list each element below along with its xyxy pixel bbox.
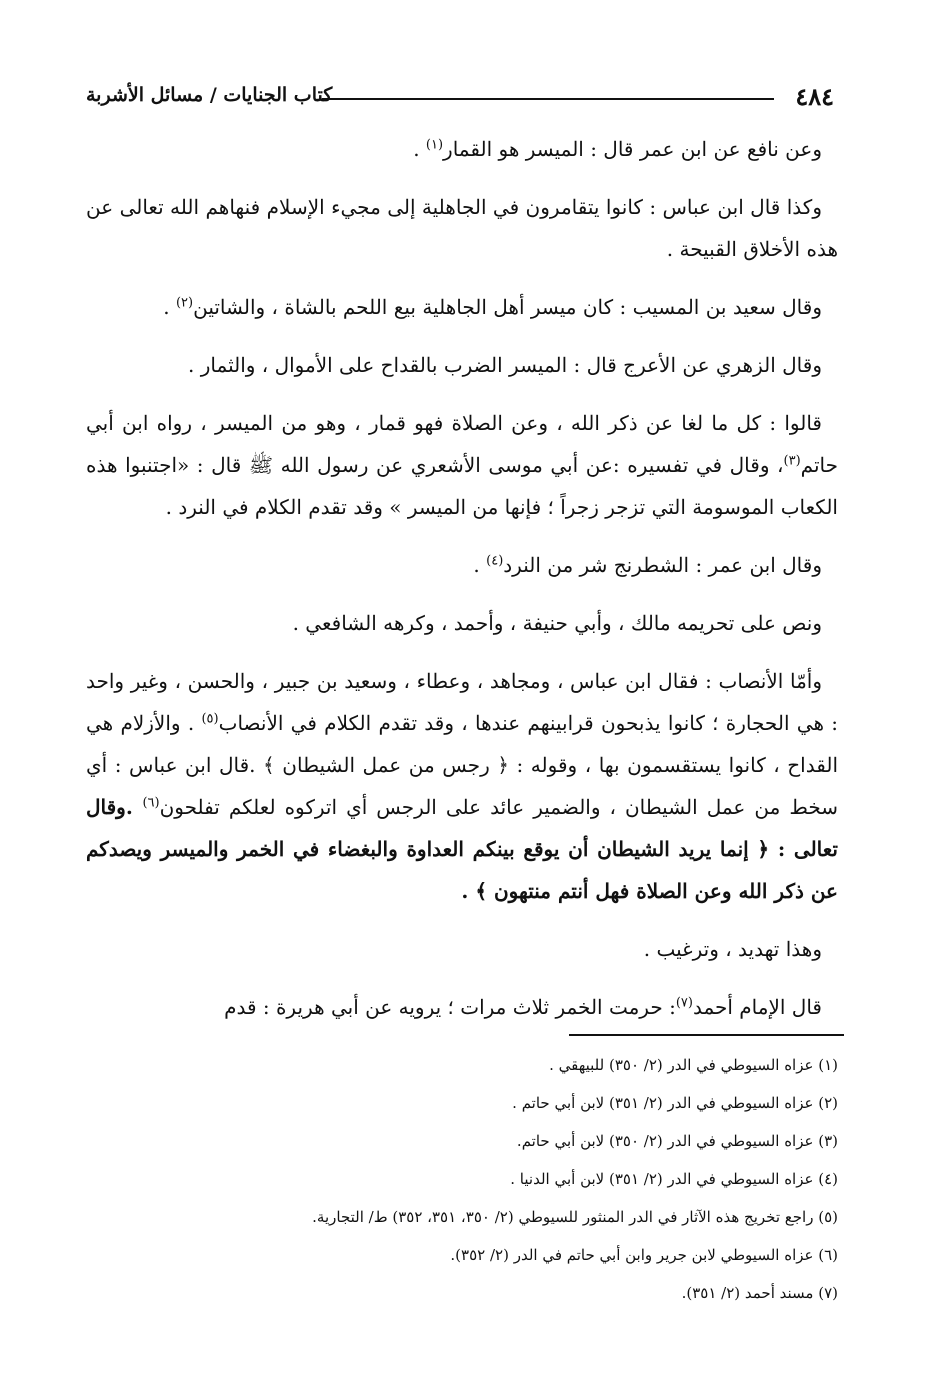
paragraph-text: : حرمت الخمر ثلاث مرات ؛ يرويه عن أبي هريرة : قدم — [224, 995, 676, 1019]
footnote-ref: (٥) — [201, 711, 219, 727]
paragraph — [86, 402, 838, 528]
paragraph — [86, 286, 838, 328]
paragraph — [86, 128, 838, 170]
footnote-ref: (٦) — [142, 795, 160, 811]
paragraph-text: وأمّا الأنصاب : فقال ابن عباس ، ومجاهد ، وعطاء ، وسعيد بن جبير ، والحسن ، وغير واحد : هي الحجارة ؛ كانوا يذبحون قرابينهم عندها ، وقد تقدم الكلام في الأنصاب — [86, 669, 838, 735]
footnote: (٣) عزاه السيوطي في الدر (٢/ ٣٥٠) لابن أبي حاتم. — [516, 1132, 838, 1150]
paragraph — [86, 660, 838, 912]
paragraph — [86, 602, 838, 644]
paragraph-text: ونص على تحريمه مالك ، وأبي حنيفة ، وأحمد ، وكرهه الشافعي . — [292, 611, 822, 635]
running-title: كتاب الجنايات / مسائل الأشربة — [86, 84, 333, 106]
paragraph — [86, 186, 838, 270]
paragraph-text: . — [413, 137, 426, 161]
paragraph — [86, 344, 838, 386]
paragraph-text: قالوا : كل ما لغا عن ذكر الله ، وعن الصلاة فهو قمار ، وهو من الميسر ، رواه ابن أبي حاتم — [86, 411, 838, 477]
paragraph-text: قال الإمام أحمد — [692, 995, 822, 1019]
paragraph-text: وقال الزهري عن الأعرج قال : الميسر الضرب بالقداح على الأموال ، والثمار . — [188, 353, 822, 377]
header-rule — [322, 98, 774, 100]
footnote-ref: (١) — [425, 137, 444, 153]
footnote: (٦) عزاه السيوطي لابن جرير وابن أبي حاتم في الدر (٢/ ٣٥٢). — [450, 1246, 838, 1264]
footnote-ref: (٧) — [675, 995, 693, 1011]
footnote-separator — [569, 1034, 844, 1036]
paragraph-text: . والأزلام هي القداح ، كانوا يستقسمون بها ، وقوله : ﴿ رجس من عمل الشيطان ﴾ .قال ابن عباس : أي سخط من عمل الشيطان ، والضمير عائد على الرجس أي اتركوه لعلكم تفلحون — [86, 711, 838, 819]
footnote-ref: (٤) — [486, 553, 504, 569]
footnote: (١) عزاه السيوطي في الدر (٢/ ٣٥٠) للبيهقي . — [549, 1056, 838, 1074]
footnotes — [86, 1046, 838, 1312]
paragraph-text: وقال سعيد بن المسيب : كان ميسر أهل الجاهلية بيع اللحم بالشاة ، والشاتين — [193, 295, 822, 319]
footnote-ref: (٣) — [783, 453, 801, 469]
footnote: (٥) راجع تخريج هذه الآثار في الدر المنثور للسيوطي (٢/ ٣٥٠، ٣٥١، ٣٥٢) ط/ التجارية. — [312, 1208, 838, 1226]
paragraph-text: .وقال تعالى : ﴿ إنما يريد الشيطان أن يوقع بينكم العداوة والبغضاء في الخمر والميسر ويصدكم عن ذكر الله وعن الصلاة فهل أنتم منتهون ﴾ . — [86, 795, 838, 903]
paragraph-text: وعن نافع عن ابن عمر قال : الميسر هو القمار — [443, 137, 822, 161]
footnote: (٤) عزاه السيوطي في الدر (٢/ ٣٥١) لابن أبي الدنيا . — [510, 1170, 838, 1188]
paragraph-text: وهذا تهديد ، وترغيب . — [643, 937, 822, 961]
page-number: ٤٨٤ — [795, 82, 834, 111]
paragraph-text: وقال ابن عمر : الشطرنج شر من النرد — [503, 553, 822, 577]
footnote: (٧) مسند أحمد (٢/ ٣٥١). — [681, 1284, 838, 1302]
paragraph-text: . — [163, 295, 176, 319]
paragraph-text: ، وقال في تفسيره :عن أبي موسى الأشعري عن رسول الله ﷺ قال : «اجتنبوا هذه الكعاب الموسومة التي تزجر زجراً ؛ فإنها من الميسر » وقد تقدم الكلام في النرد . — [86, 453, 838, 519]
paragraph — [86, 544, 838, 586]
paragraph — [86, 986, 838, 1028]
main-text — [86, 128, 838, 1028]
paragraph — [86, 928, 838, 970]
paragraph-text: . — [473, 553, 487, 577]
footnote-ref: (٢) — [175, 295, 194, 311]
footnote: (٢) عزاه السيوطي في الدر (٢/ ٣٥١) لابن أبي حاتم . — [512, 1094, 838, 1112]
page-header — [86, 82, 834, 118]
paragraph-text: وكذا قال ابن عباس : كانوا يتقامرون في الجاهلية إلى مجيء الإسلام فنهاهم الله تعالى عن هذه الأخلاق القبيحة . — [86, 195, 838, 261]
